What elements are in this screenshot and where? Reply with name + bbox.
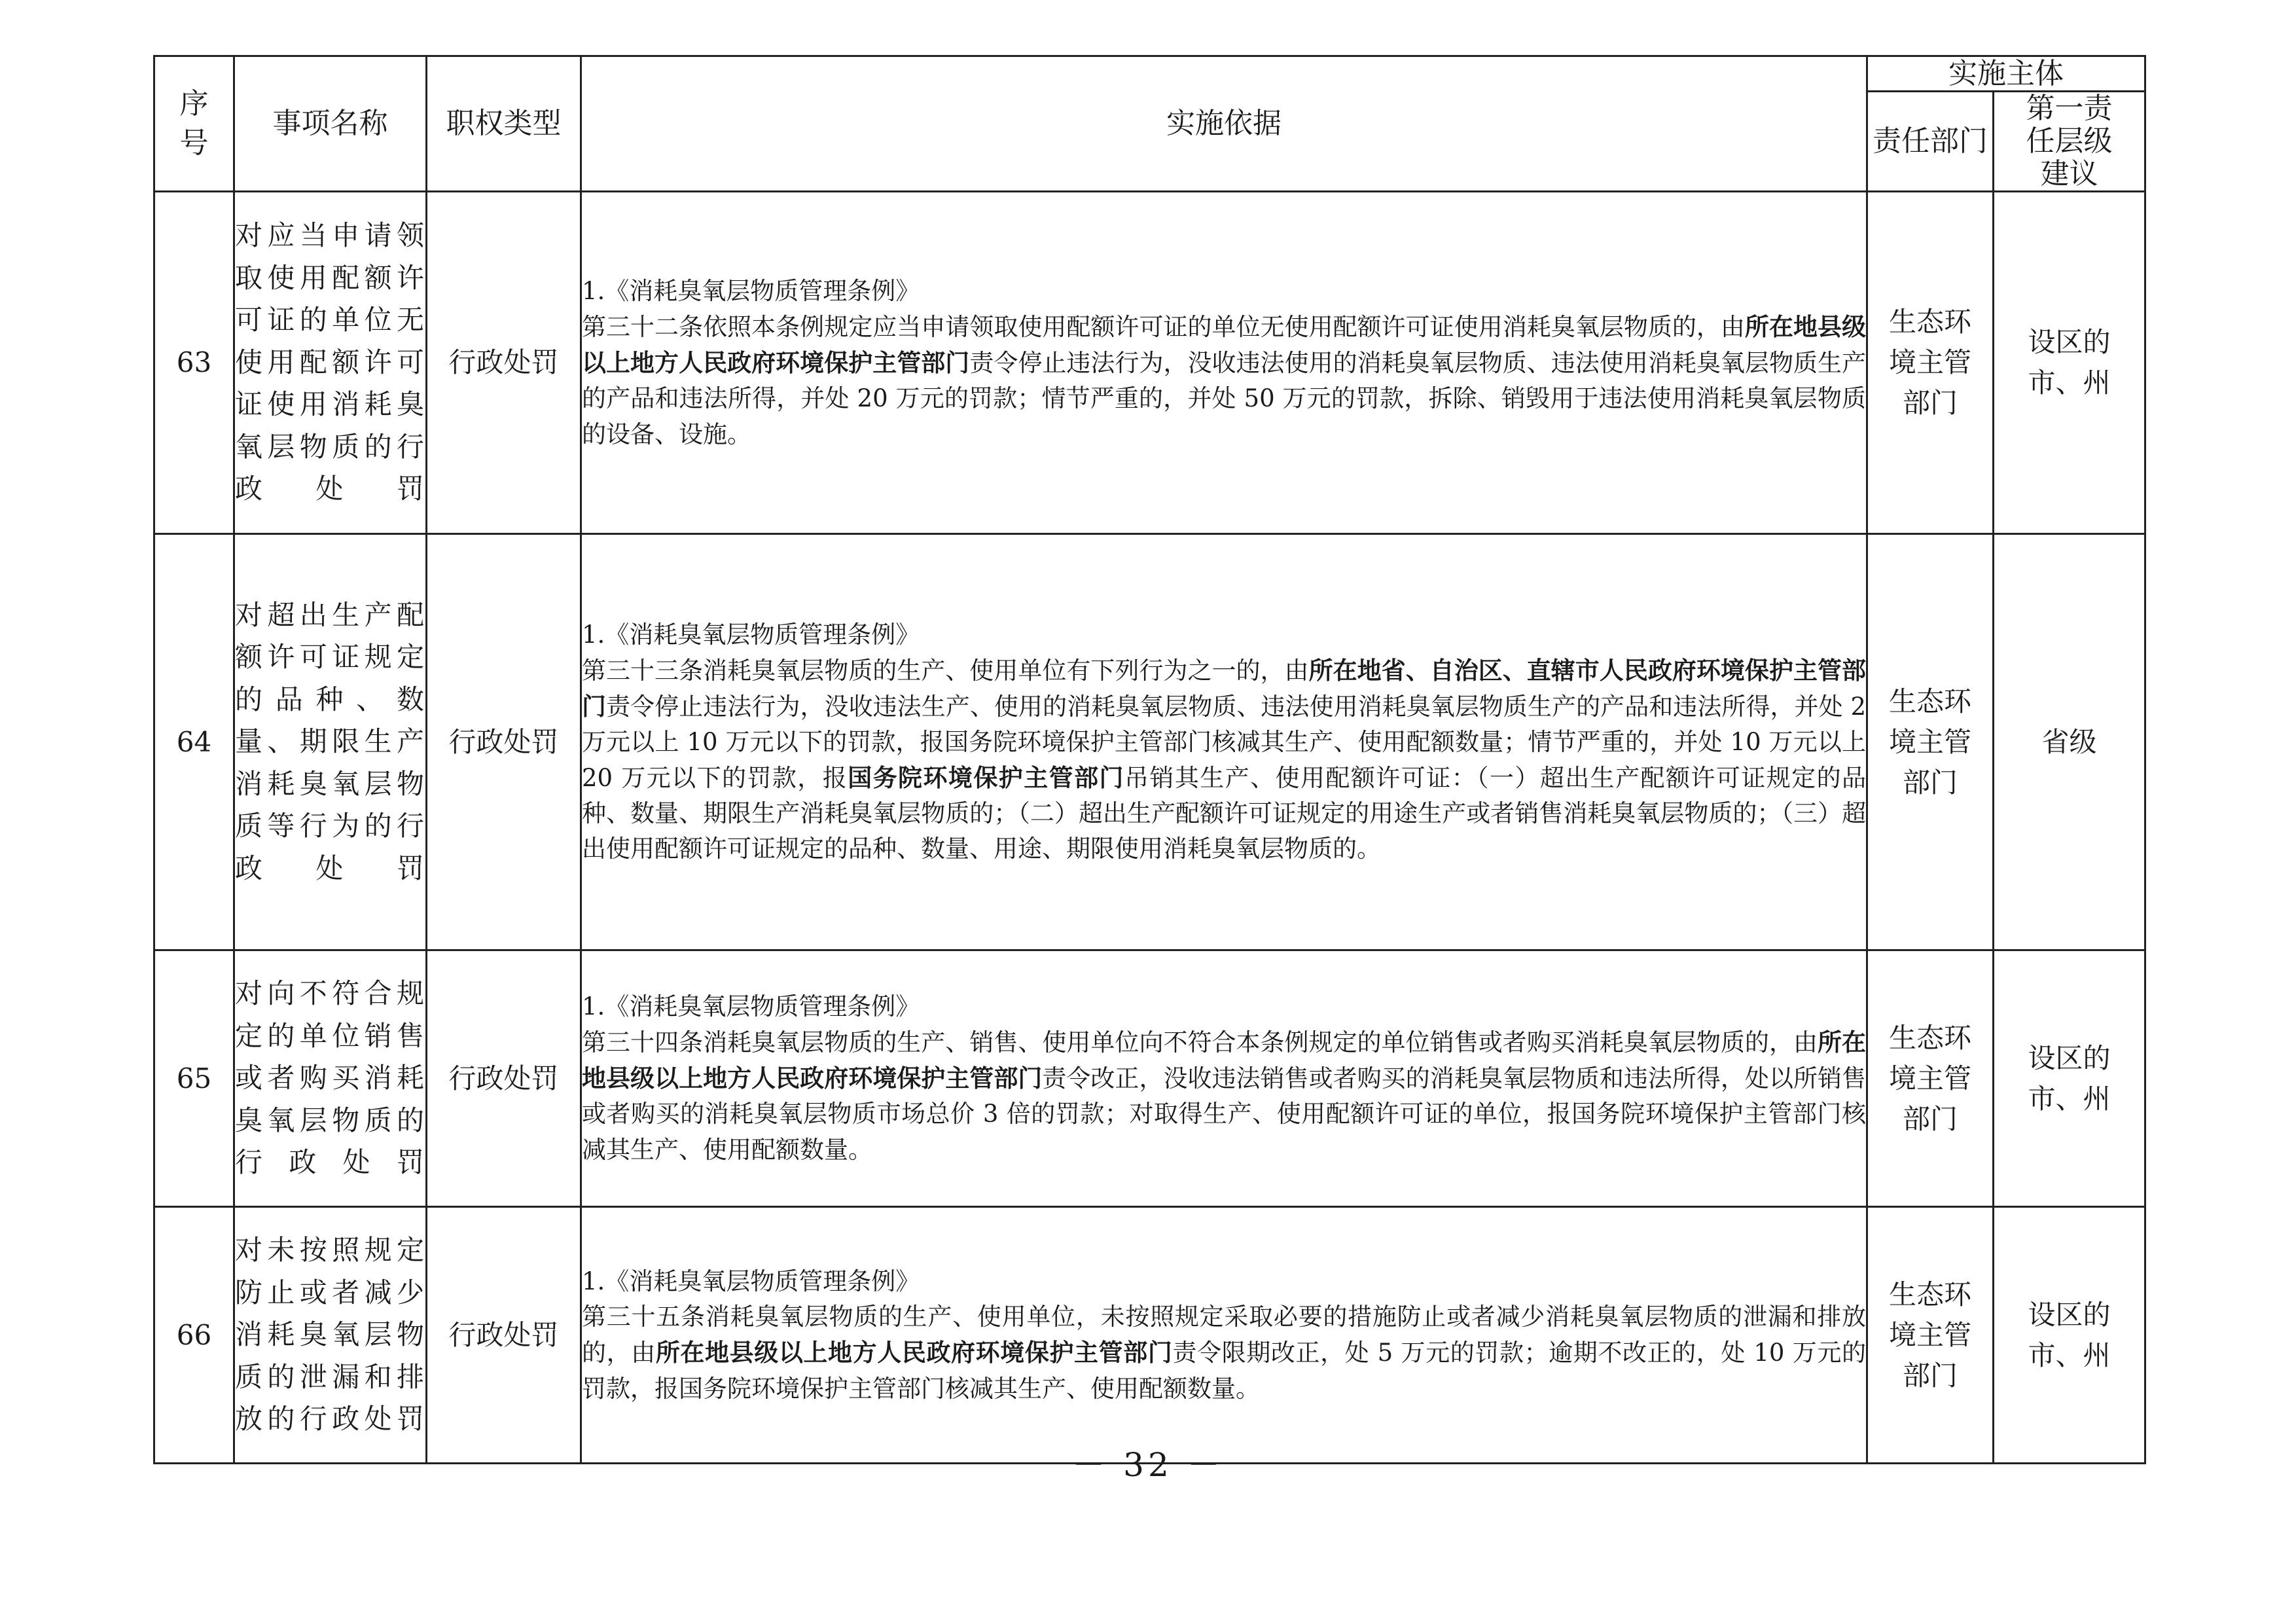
responsibility-level: 设区的市、州	[1994, 192, 2145, 534]
responsible-dept: 生态环境主管部门	[1867, 192, 1994, 534]
article-text: 责令停止违法行为，没收违法使用的消耗臭氧层物质、违法使用消耗臭氧层物质生产的产品和违法所得，并处 20 万元的罚款；情节严重的，并处 50 万元的罚款，拆除、销毁用于违法使用消耗臭氧层物质的设备、设施。	[582, 348, 1867, 448]
law-title: 1.《消耗臭氧层物质管理条例》	[582, 1267, 920, 1295]
header-subject: 实施主体	[1867, 56, 2145, 92]
responsibility-level: 设区的市、州	[1994, 1207, 2145, 1464]
page-number: － 32 －	[1072, 1446, 1224, 1484]
item-name: 对应当申请领取使用配额许可证的单位无使用配额许可证使用消耗臭氧层物质的行政处罚	[234, 192, 427, 534]
header-type: 职权类型	[427, 56, 581, 192]
row-number: 63	[154, 192, 234, 534]
law-title: 1.《消耗臭氧层物质管理条例》	[582, 621, 920, 649]
responsibility-level: 省级	[1994, 534, 2145, 950]
article-text: 第三十三条消耗臭氧层物质的生产、使用单位有下列行为之一的，由	[582, 657, 1309, 685]
row-number: 65	[154, 950, 234, 1207]
authority-type: 行政处罚	[427, 534, 581, 950]
legal-basis	[581, 950, 1867, 1207]
article-text: 吊销其生产、使用配额许可证：（一）超出生产配额许可证规定的品种、数量、期限生产消耗臭氧层物质的；（二）超出生产配额许可证规定的用途生产或者销售消耗臭氧层物质的；（三）超出使用配额许可证规定的品种、数量、用途、期限使用消耗臭氧层物质的。	[582, 764, 1867, 863]
legal-basis	[581, 1207, 1867, 1464]
authority-emphasis: 所在地省、自治区、直辖市人民政府环境保护主管部门	[582, 656, 1866, 721]
responsible-dept: 生态环境主管部门	[1867, 950, 1994, 1207]
authority-emphasis: 所在地县级以上地方人民政府环境保护主管部门	[582, 312, 1866, 377]
table-header	[154, 56, 2145, 192]
header-level: 第一责任层级建议	[1994, 92, 2145, 192]
responsible-dept: 生态环境主管部门	[1867, 1207, 1994, 1464]
article-text: 第三十四条消耗臭氧层物质的生产、销售、使用单位向不符合本条例规定的单位销售或者购买消耗臭氧层物质的，由	[582, 1028, 1818, 1056]
legal-basis	[581, 192, 1867, 534]
row-number: 64	[154, 534, 234, 950]
article-text: 责令停止违法行为，没收违法生产、使用的消耗臭氧层物质、违法使用消耗臭氧层物质生产的产品和违法所得，并处 2 万元以上 10 万元以下的罚款，报国务院环境保护主管部门核减其生产、使用配额数量；情节严重的，并处 10 万元以上 20 万元以下的罚款，报	[582, 693, 1866, 792]
table-row	[154, 1207, 2145, 1464]
authority-emphasis: 国务院环境保护主管部门	[848, 763, 1124, 792]
authority-type: 行政处罚	[427, 1207, 581, 1464]
item-name: 对未按照规定防止或者减少消耗臭氧层物质的泄漏和排放的行政处罚	[234, 1207, 427, 1464]
header-dept: 责任部门	[1867, 92, 1994, 192]
header-basis: 实施依据	[581, 56, 1867, 192]
header-name: 事项名称	[234, 56, 427, 192]
legal-basis	[581, 534, 1867, 950]
article-text: 第三十二条依照本条例规定应当申请领取使用配额许可证的单位无使用配额许可证使用消耗臭氧层物质的，由	[582, 312, 1745, 341]
header-seq: 序号	[154, 56, 234, 192]
authority-emphasis: 所在地县级以上地方人民政府环境保护主管部门	[582, 1028, 1867, 1092]
table-row	[154, 192, 2145, 534]
table-row	[154, 950, 2145, 1207]
authority-type: 行政处罚	[427, 950, 581, 1207]
table-row	[154, 534, 2145, 950]
penalty-items-table	[153, 55, 2146, 1464]
article-text: 责令限期改正，处 5 万元的罚款；逾期不改正的，处 10 万元的罚款，报国务院环境保护主管部门核减其生产、使用配额数量。	[582, 1338, 1867, 1403]
law-title: 1.《消耗臭氧层物质管理条例》	[582, 276, 920, 305]
item-name: 对向不符合规定的单位销售或者购买消耗臭氧层物质的行政处罚	[234, 950, 427, 1207]
law-title: 1.《消耗臭氧层物质管理条例》	[582, 992, 920, 1020]
authority-type: 行政处罚	[427, 192, 581, 534]
responsible-dept: 生态环境主管部门	[1867, 534, 1994, 950]
authority-emphasis: 所在地县级以上地方人民政府环境保护主管部门	[655, 1337, 1173, 1367]
article-text: 责令改正，没收违法销售或者购买的消耗臭氧层物质和违法所得，处以所销售或者购买的消耗臭氧层物质市场总价 3 倍的罚款；对取得生产、使用配额许可证的单位，报国务院环境保护主管部门核减其生产、使用配额数量。	[582, 1064, 1867, 1164]
row-number: 66	[154, 1207, 234, 1464]
item-name: 对超出生产配额许可证规定的品种、数量、期限生产消耗臭氧层物质等行为的行政处罚	[234, 534, 427, 950]
article-text: 第三十五条消耗臭氧层物质的生产、使用单位，未按照规定采取必要的措施防止或者减少消耗臭氧层物质的泄漏和排放的，由	[582, 1302, 1866, 1367]
responsibility-level: 设区的市、州	[1994, 950, 2145, 1207]
